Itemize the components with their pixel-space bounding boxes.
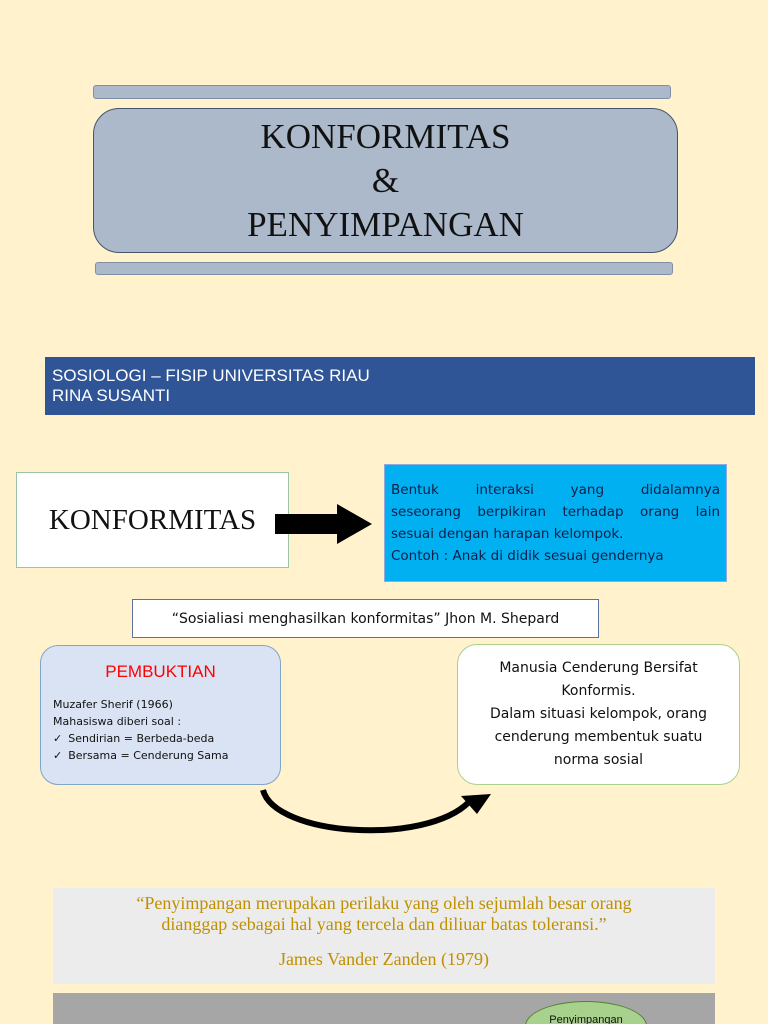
deviation-label: Penyimpangan bbox=[549, 1014, 623, 1024]
author-name: RINA SUSANTI bbox=[52, 386, 171, 405]
evidence-item-together bbox=[53, 747, 268, 764]
arrow-right-icon bbox=[275, 504, 373, 544]
quote-box bbox=[132, 599, 599, 638]
evidence-item-alone-text: Sendirian = Berbeda-beda bbox=[68, 732, 215, 745]
definition-box bbox=[384, 464, 727, 582]
checkmark-icon: ✓ bbox=[53, 749, 63, 762]
evidence-title: PEMBUKTIAN bbox=[105, 662, 216, 681]
title-bottom-bar bbox=[95, 262, 673, 275]
definition-line-3: sesuai dengan harapan kelompok. bbox=[391, 526, 624, 542]
evidence-item-together-text: Bersama = Cenderung Sama bbox=[68, 749, 229, 762]
checkmark-icon: ✓ bbox=[53, 732, 63, 745]
conclusion-line-1: Manusia Cenderung Bersifat bbox=[499, 660, 698, 676]
konformitas-box bbox=[16, 472, 289, 568]
author-institution: SOSIOLOGI – FISIP UNIVERSITAS RIAU bbox=[52, 366, 370, 385]
conclusion-line-5: norma sosial bbox=[553, 752, 644, 768]
title-top-bar bbox=[93, 85, 671, 99]
curved-arrow-icon bbox=[255, 786, 495, 846]
evidence-item-alone bbox=[53, 730, 268, 747]
title-line-3: PENYIMPANGAN bbox=[247, 204, 524, 244]
title-box bbox=[93, 108, 678, 253]
title-line-2: & bbox=[371, 160, 400, 200]
konformitas-label: KONFORMITAS bbox=[48, 503, 257, 536]
conclusion-line-2: Konformis. bbox=[561, 683, 636, 699]
deviation-quote-line-2: dianggap sebagai hal yang tercela dan diliuar batas toleransi.” bbox=[161, 914, 607, 934]
evidence-subject: Mahasiswa diberi soal : bbox=[53, 715, 182, 728]
conclusion-line-3: Dalam situasi kelompok, orang bbox=[489, 706, 708, 722]
evidence-researcher: Muzafer Sherif (1966) bbox=[53, 698, 173, 711]
evidence-box bbox=[40, 645, 281, 785]
deviation-quote-author: James Vander Zanden (1979) bbox=[278, 949, 490, 969]
conclusion-line-4: cenderung membentuk suatu bbox=[494, 729, 703, 745]
author-band bbox=[45, 357, 755, 415]
deviation-quote-panel bbox=[53, 888, 715, 984]
conclusion-box bbox=[457, 644, 740, 785]
title-line-1: KONFORMITAS bbox=[260, 116, 511, 156]
quote-text: “Sosialiasi menghasilkan konformitas” Jhon M. Shepard bbox=[171, 610, 560, 627]
definition-line-1: Bentuk interaksi yang didalamnya bbox=[391, 482, 720, 498]
definition-line-2: seseorang berpikiran terhadap orang lain bbox=[391, 504, 720, 520]
definition-example: Contoh : Anak di didik sesuai gendernya bbox=[391, 548, 664, 564]
deviation-quote-line-1: “Penyimpangan merupakan perilaku yang oleh sejumlah besar orang bbox=[136, 893, 632, 913]
